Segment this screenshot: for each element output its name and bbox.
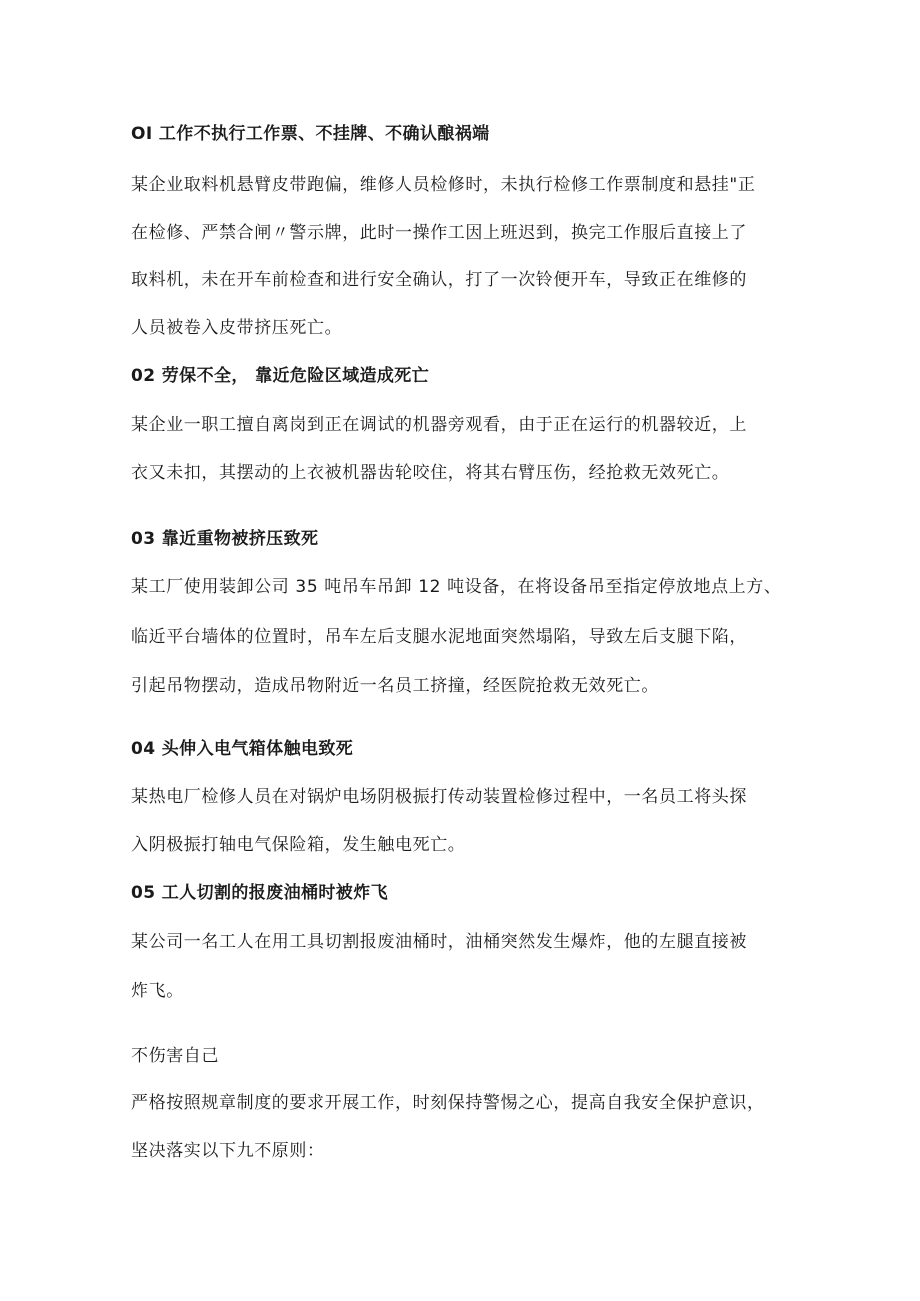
section-4-heading: 04 头伸入电气箱体触电致死 bbox=[131, 739, 354, 759]
section-5-heading: 05 工人切割的报废油桶时被炸飞 bbox=[131, 883, 388, 903]
section-5-line-2: 炸飞。 bbox=[131, 981, 184, 1001]
section-1-line-4: 人员被卷入皮带挤压死亡。 bbox=[131, 318, 343, 338]
closing-heading: 不伤害自己 bbox=[131, 1046, 219, 1066]
closing-line-1: 严格按照规章制度的要求开展工作，时刻保持警惕之心，提高自我安全保护意识， bbox=[131, 1093, 765, 1113]
section-1-heading: OI 工作不执行工作票、不挂牌、不确认酿祸端 bbox=[131, 124, 490, 144]
section-1-line-2: 在检修、严禁合闸〃警示牌，此时一操作工因上班迟到，换完工作服后直接上了 bbox=[131, 223, 747, 243]
closing-line-2: 坚决落实以下九不原则： bbox=[131, 1141, 325, 1161]
section-4-line-2: 入阴极振打轴电气保险箱，发生触电死亡。 bbox=[131, 835, 466, 855]
section-2-line-1: 某企业一职工擅自离岗到正在调试的机器旁观看，由于正在运行的机器较近，上 bbox=[131, 415, 747, 435]
section-3-line-3: 引起吊物摆动，造成吊物附近一名员工挤撞，经医院抢救无效死亡。 bbox=[131, 676, 659, 696]
section-5-line-1: 某公司一名工人在用工具切割报废油桶时，油桶突然发生爆炸，他的左腿直接被 bbox=[131, 932, 747, 952]
section-3-line-1: 某工厂使用装卸公司 35 吨吊车吊卸 12 吨设备，在将设备吊至指定停放地点上方、 bbox=[131, 577, 782, 597]
section-4-line-1: 某热电厂检修人员在对锅炉电场阴极振打传动装置检修过程中，一名员工将头探 bbox=[131, 787, 747, 807]
section-2-line-2: 衣又未扣，其摆动的上衣被机器齿轮咬住，将其右臂压伤，经抢救无效死亡。 bbox=[131, 463, 730, 483]
section-3-line-2: 临近平台墙体的位置时，吊车左后支腿水泥地面突然塌陷，导致左后支腿下陷， bbox=[131, 627, 747, 647]
section-1-line-3: 取料机，未在开车前检查和进行安全确认，打了一次铃便开车，导致正在维修的 bbox=[131, 270, 747, 290]
section-2-heading: 02 劳保不全， 靠近危险区域造成死亡 bbox=[131, 366, 430, 386]
section-3-heading: 03 靠近重物被挤压致死 bbox=[131, 529, 319, 549]
section-1-line-1: 某企业取料机悬臂皮带跑偏，维修人员检修时，未执行检修工作票制度和悬挂"正 bbox=[131, 175, 756, 195]
